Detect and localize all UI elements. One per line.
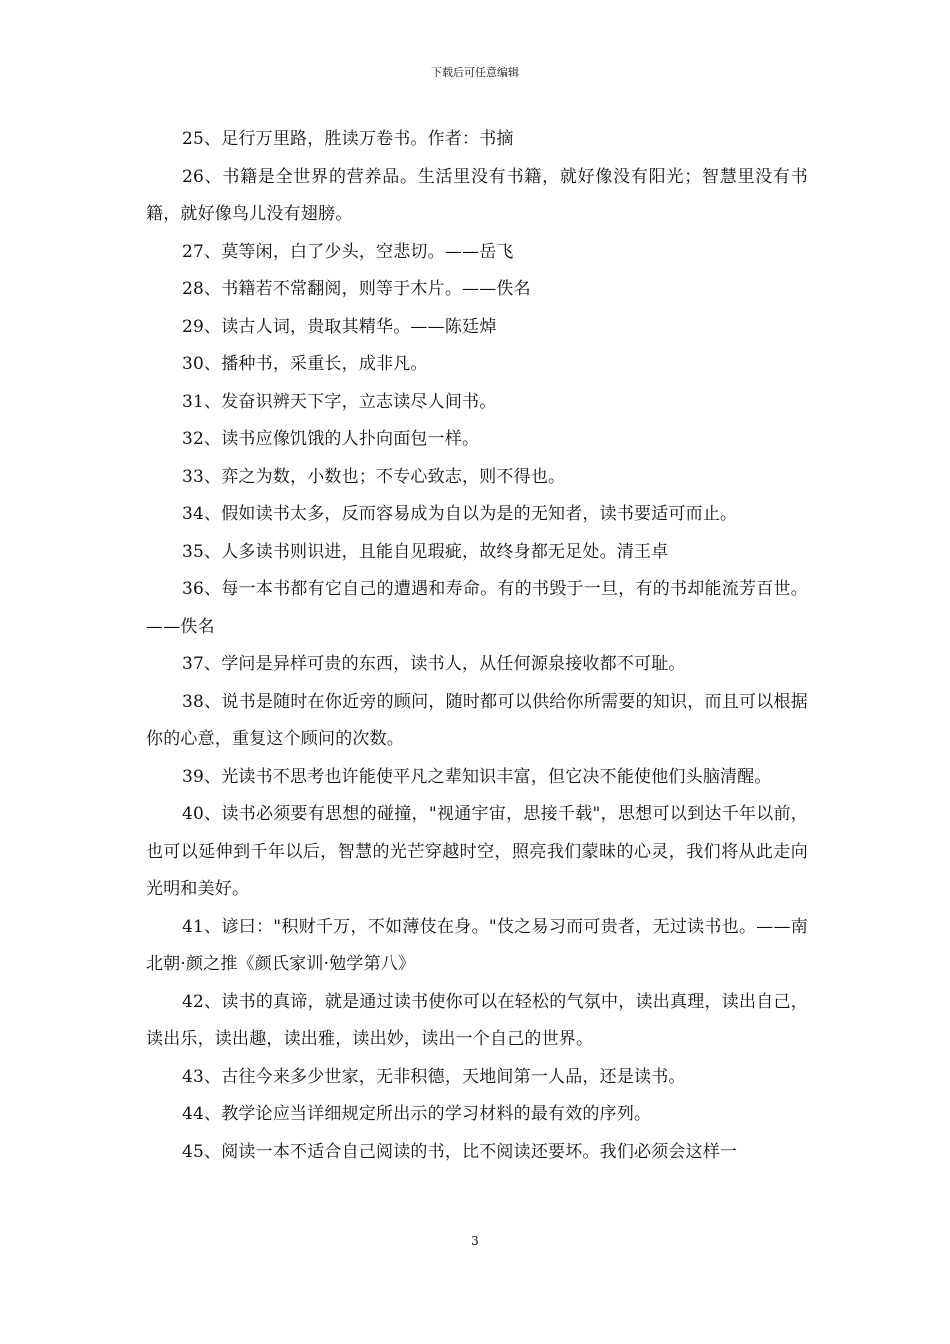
quote-paragraph: 41、谚曰："积财千万，不如薄伎在身。"伎之易习而可贵者，无过读书也。——南北朝·颜之推《颜氏家训·勉学第八》 xyxy=(146,916,808,974)
quote-paragraph: 40、读书必须要有思想的碰撞，"视通宇宙，思接千载"，思想可以到达千年以前，也可以延伸到千年以后，智慧的光芒穿越时空，照亮我们蒙昧的心灵，我们将从此走向光明和美好。 xyxy=(146,804,808,899)
quote-paragraph: 26、书籍是全世界的营养品。生活里没有书籍，就好像没有阳光；智慧里没有书籍，就好像鸟儿没有翅膀。 xyxy=(146,166,808,224)
quote-paragraph: 43、古往今来多少世家，无非积德，天地间第一人品，还是读书。 xyxy=(182,1066,686,1087)
quote-paragraph: 38、说书是随时在你近旁的顾问，随时都可以供给你所需要的知识，而且可以根据你的心意，重复这个顾问的次数。 xyxy=(146,691,808,749)
page-header: 下载后可任意编辑 xyxy=(431,66,519,79)
quote-paragraph: 30、播种书，采重长，成非凡。 xyxy=(182,354,428,374)
quote-paragraph: 42、读书的真谛，就是通过读书使你可以在轻松的气氛中，读出真理，读出自己，读出乐，读出趣，读出雅，读出妙，读出一个自己的世界。 xyxy=(146,991,808,1049)
document-body xyxy=(146,121,808,1171)
quote-paragraph: 27、莫等闲，白了少头，空悲切。——岳飞 xyxy=(182,241,514,262)
quote-paragraph: 36、每一本书都有它自己的遭遇和寿命。有的书毁于一旦，有的书却能流芳百世。——佚名 xyxy=(146,579,808,637)
quote-paragraph: 34、假如读书太多，反而容易成为自以为是的无知者，读书要适可而止。 xyxy=(182,504,738,524)
quote-paragraph: 45、阅读一本不适合自己阅读的书，比不阅读还要坏。我们必须会这样一 xyxy=(182,1141,738,1162)
quote-paragraph: 28、书籍若不常翻阅，则等于木片。——佚名 xyxy=(182,279,531,299)
quote-paragraph: 33、弈之为数，小数也；不专心致志，则不得也。 xyxy=(182,466,566,487)
quote-paragraph: 37、学问是异样可贵的东西，读书人，从任何源泉接收都不可耻。 xyxy=(182,654,686,674)
quote-paragraph: 25、足行万里路，胜读万卷书。作者：书摘 xyxy=(182,129,514,149)
quote-paragraph: 39、光读书不思考也许能使平凡之辈知识丰富，但它决不能使他们头脑清醒。 xyxy=(182,766,772,787)
quote-paragraph: 35、人多读书则识进，且能自见瑕疵，故终身都无足处。清王卓 xyxy=(182,541,669,562)
quote-paragraph: 44、教学论应当详细规定所出示的学习材料的最有效的序列。 xyxy=(182,1104,652,1124)
quote-paragraph: 31、发奋识辨天下字，立志读尽人间书。 xyxy=(182,391,497,412)
quote-paragraph: 32、读书应像饥饿的人扑向面包一样。 xyxy=(182,429,480,449)
page-number: 3 xyxy=(471,1234,479,1248)
quote-paragraph: 29、读古人词，贵取其精华。——陈廷焯 xyxy=(182,316,497,337)
